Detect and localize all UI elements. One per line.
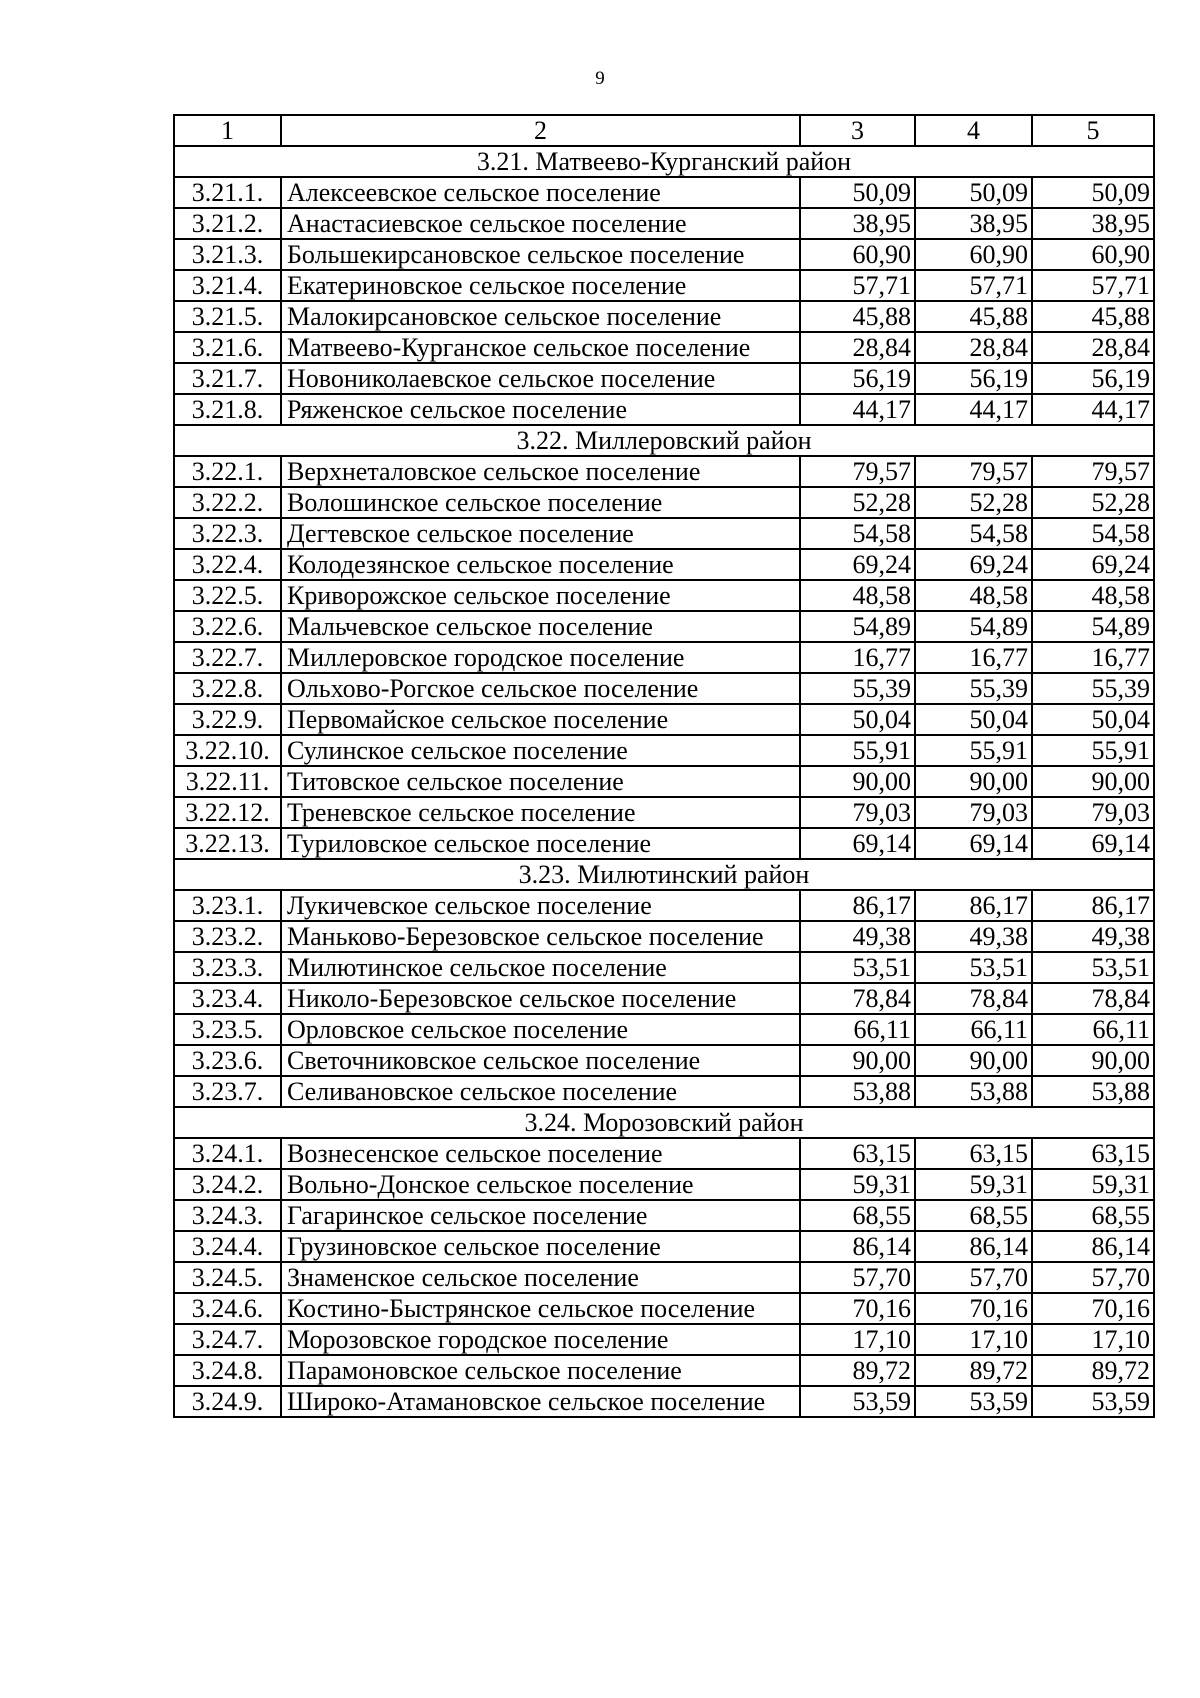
value-col5-cell: 63,15	[1032, 1138, 1154, 1169]
row-number-cell: 3.23.5.	[174, 1014, 281, 1045]
value-col5-cell: 86,17	[1032, 890, 1154, 921]
section-row	[174, 859, 1154, 890]
settlement-name-cell: Светочниковское сельское поселение	[281, 1045, 800, 1076]
value-col3-cell: 86,14	[800, 1231, 915, 1262]
value-col3-cell: 57,71	[800, 270, 915, 301]
row-number-cell: 3.22.10.	[174, 735, 281, 766]
table-row	[174, 1386, 1154, 1417]
value-col3-cell: 63,15	[800, 1138, 915, 1169]
value-col4-cell: 54,58	[915, 518, 1032, 549]
settlement-name-cell: Вольно-Донское сельское поселение	[281, 1169, 800, 1200]
table-row	[174, 1169, 1154, 1200]
row-number-cell: 3.21.2.	[174, 208, 281, 239]
row-number-cell: 3.22.7.	[174, 642, 281, 673]
value-col4-cell: 86,17	[915, 890, 1032, 921]
value-col4-cell: 44,17	[915, 394, 1032, 425]
row-number-cell: 3.24.1.	[174, 1138, 281, 1169]
page-number: 9	[595, 68, 605, 89]
settlement-name-cell: Большекирсановское сельское поселение	[281, 239, 800, 270]
settlement-name-cell: Морозовское городское поселение	[281, 1324, 800, 1355]
value-col5-cell: 38,95	[1032, 208, 1154, 239]
value-col3-cell: 45,88	[800, 301, 915, 332]
value-col4-cell: 79,03	[915, 797, 1032, 828]
section-title: 3.24. Морозовский район	[174, 1107, 1154, 1138]
settlement-name-cell: Матвеево-Курганское сельское поселение	[281, 332, 800, 363]
row-number-cell: 3.22.4.	[174, 549, 281, 580]
value-col4-cell: 60,90	[915, 239, 1032, 270]
value-col4-cell: 48,58	[915, 580, 1032, 611]
value-col4-cell: 55,91	[915, 735, 1032, 766]
value-col4-cell: 68,55	[915, 1200, 1032, 1231]
section-title: 3.21. Матвеево-Курганский район	[174, 146, 1154, 177]
table-row	[174, 1045, 1154, 1076]
table-row	[174, 1014, 1154, 1045]
value-col5-cell: 54,89	[1032, 611, 1154, 642]
settlement-name-cell: Знаменское сельское поселение	[281, 1262, 800, 1293]
value-col4-cell: 59,31	[915, 1169, 1032, 1200]
value-col3-cell: 53,59	[800, 1386, 915, 1417]
value-col5-cell: 69,14	[1032, 828, 1154, 859]
value-col3-cell: 16,77	[800, 642, 915, 673]
settlement-name-cell: Дегтевское сельское поселение	[281, 518, 800, 549]
value-col5-cell: 70,16	[1032, 1293, 1154, 1324]
value-col5-cell: 59,31	[1032, 1169, 1154, 1200]
table-row	[174, 580, 1154, 611]
row-number-cell: 3.22.11.	[174, 766, 281, 797]
settlement-name-cell: Ольхово-Рогское сельское поселение	[281, 673, 800, 704]
value-col3-cell: 48,58	[800, 580, 915, 611]
value-col3-cell: 38,95	[800, 208, 915, 239]
value-col5-cell: 50,09	[1032, 177, 1154, 208]
value-col5-cell: 56,19	[1032, 363, 1154, 394]
value-col5-cell: 55,39	[1032, 673, 1154, 704]
value-col5-cell: 86,14	[1032, 1231, 1154, 1262]
settlement-name-cell: Треневское сельское поселение	[281, 797, 800, 828]
value-col4-cell: 50,04	[915, 704, 1032, 735]
settlement-name-cell: Грузиновское сельское поселение	[281, 1231, 800, 1262]
value-col5-cell: 16,77	[1032, 642, 1154, 673]
value-col5-cell: 68,55	[1032, 1200, 1154, 1231]
header-cell-2: 2	[281, 115, 800, 146]
table-row	[174, 735, 1154, 766]
value-col4-cell: 70,16	[915, 1293, 1032, 1324]
value-col5-cell: 78,84	[1032, 983, 1154, 1014]
settlement-name-cell: Лукичевское сельское поселение	[281, 890, 800, 921]
section-title: 3.23. Милютинский район	[174, 859, 1154, 890]
value-col3-cell: 53,51	[800, 952, 915, 983]
row-number-cell: 3.21.7.	[174, 363, 281, 394]
table-row	[174, 611, 1154, 642]
settlement-name-cell: Анастасиевское сельское поселение	[281, 208, 800, 239]
value-col4-cell: 90,00	[915, 766, 1032, 797]
value-col5-cell: 53,51	[1032, 952, 1154, 983]
row-number-cell: 3.24.4.	[174, 1231, 281, 1262]
row-number-cell: 3.22.3.	[174, 518, 281, 549]
value-col3-cell: 70,16	[800, 1293, 915, 1324]
value-col4-cell: 53,88	[915, 1076, 1032, 1107]
value-col3-cell: 66,11	[800, 1014, 915, 1045]
table-row	[174, 642, 1154, 673]
row-number-cell: 3.21.6.	[174, 332, 281, 363]
value-col3-cell: 90,00	[800, 1045, 915, 1076]
row-number-cell: 3.23.1.	[174, 890, 281, 921]
settlement-name-cell: Костино-Быстрянское сельское поселение	[281, 1293, 800, 1324]
header-cell-3: 3	[800, 115, 915, 146]
value-col4-cell: 49,38	[915, 921, 1032, 952]
value-col5-cell: 66,11	[1032, 1014, 1154, 1045]
row-number-cell: 3.23.6.	[174, 1045, 281, 1076]
value-col3-cell: 54,58	[800, 518, 915, 549]
table-row	[174, 828, 1154, 859]
row-number-cell: 3.22.6.	[174, 611, 281, 642]
table-body	[174, 115, 1154, 1417]
value-col5-cell: 79,57	[1032, 456, 1154, 487]
table-row	[174, 456, 1154, 487]
row-number-cell: 3.21.4.	[174, 270, 281, 301]
header-cell-1: 1	[174, 115, 281, 146]
table-row	[174, 890, 1154, 921]
settlement-name-cell: Ряженское сельское поселение	[281, 394, 800, 425]
header-cell-5: 5	[1032, 115, 1154, 146]
value-col3-cell: 68,55	[800, 1200, 915, 1231]
value-col4-cell: 89,72	[915, 1355, 1032, 1386]
value-col5-cell: 55,91	[1032, 735, 1154, 766]
table-row	[174, 983, 1154, 1014]
value-col4-cell: 45,88	[915, 301, 1032, 332]
value-col3-cell: 53,88	[800, 1076, 915, 1107]
row-number-cell: 3.23.2.	[174, 921, 281, 952]
value-col4-cell: 16,77	[915, 642, 1032, 673]
settlement-name-cell: Селивановское сельское поселение	[281, 1076, 800, 1107]
value-col5-cell: 57,70	[1032, 1262, 1154, 1293]
table-row	[174, 518, 1154, 549]
table-row	[174, 1200, 1154, 1231]
value-col4-cell: 63,15	[915, 1138, 1032, 1169]
row-number-cell: 3.23.4.	[174, 983, 281, 1014]
row-number-cell: 3.23.3.	[174, 952, 281, 983]
row-number-cell: 3.23.7.	[174, 1076, 281, 1107]
table-row	[174, 921, 1154, 952]
settlement-name-cell: Алексеевское сельское поселение	[281, 177, 800, 208]
value-col3-cell: 57,70	[800, 1262, 915, 1293]
value-col3-cell: 55,91	[800, 735, 915, 766]
value-col4-cell: 50,09	[915, 177, 1032, 208]
value-col4-cell: 69,14	[915, 828, 1032, 859]
row-number-cell: 3.22.8.	[174, 673, 281, 704]
value-col4-cell: 78,84	[915, 983, 1032, 1014]
value-col3-cell: 69,24	[800, 549, 915, 580]
table-row	[174, 332, 1154, 363]
row-number-cell: 3.24.7.	[174, 1324, 281, 1355]
table-row	[174, 1355, 1154, 1386]
row-number-cell: 3.21.5.	[174, 301, 281, 332]
settlement-name-cell: Орловское сельское поселение	[281, 1014, 800, 1045]
settlement-name-cell: Колодезянское сельское поселение	[281, 549, 800, 580]
table-row	[174, 177, 1154, 208]
value-col4-cell: 66,11	[915, 1014, 1032, 1045]
settlement-name-cell: Волошинское сельское поселение	[281, 487, 800, 518]
value-col3-cell: 54,89	[800, 611, 915, 642]
value-col3-cell: 59,31	[800, 1169, 915, 1200]
value-col4-cell: 54,89	[915, 611, 1032, 642]
section-title: 3.22. Миллеровский район	[174, 425, 1154, 456]
table-row	[174, 301, 1154, 332]
row-number-cell: 3.22.5.	[174, 580, 281, 611]
value-col4-cell: 38,95	[915, 208, 1032, 239]
header-row	[174, 115, 1154, 146]
table-row	[174, 239, 1154, 270]
settlement-name-cell: Туриловское сельское поселение	[281, 828, 800, 859]
table-row	[174, 270, 1154, 301]
row-number-cell: 3.24.8.	[174, 1355, 281, 1386]
table-row	[174, 1262, 1154, 1293]
header-cell-4: 4	[915, 115, 1032, 146]
row-number-cell: 3.24.3.	[174, 1200, 281, 1231]
value-col5-cell: 48,58	[1032, 580, 1154, 611]
value-col4-cell: 79,57	[915, 456, 1032, 487]
settlement-name-cell: Малокирсановское сельское поселение	[281, 301, 800, 332]
value-col3-cell: 60,90	[800, 239, 915, 270]
value-col3-cell: 49,38	[800, 921, 915, 952]
value-col5-cell: 90,00	[1032, 1045, 1154, 1076]
value-col3-cell: 79,03	[800, 797, 915, 828]
table-row	[174, 1138, 1154, 1169]
settlement-name-cell: Николо-Березовское сельское поселение	[281, 983, 800, 1014]
table-row	[174, 363, 1154, 394]
value-col3-cell: 86,17	[800, 890, 915, 921]
value-col4-cell: 53,59	[915, 1386, 1032, 1417]
settlement-name-cell: Миллеровское городское поселение	[281, 642, 800, 673]
value-col4-cell: 57,71	[915, 270, 1032, 301]
settlement-table	[173, 114, 1155, 1418]
section-row	[174, 146, 1154, 177]
value-col3-cell: 50,04	[800, 704, 915, 735]
settlement-name-cell: Верхнеталовское сельское поселение	[281, 456, 800, 487]
row-number-cell: 3.24.5.	[174, 1262, 281, 1293]
value-col3-cell: 89,72	[800, 1355, 915, 1386]
settlement-name-cell: Первомайское сельское поселение	[281, 704, 800, 735]
row-number-cell: 3.22.9.	[174, 704, 281, 735]
table-row	[174, 1324, 1154, 1355]
value-col3-cell: 28,84	[800, 332, 915, 363]
settlement-name-cell: Екатериновское сельское поселение	[281, 270, 800, 301]
row-number-cell: 3.22.2.	[174, 487, 281, 518]
settlement-name-cell: Парамоновское сельское поселение	[281, 1355, 800, 1386]
table-row	[174, 797, 1154, 828]
row-number-cell: 3.21.1.	[174, 177, 281, 208]
value-col5-cell: 69,24	[1032, 549, 1154, 580]
value-col4-cell: 90,00	[915, 1045, 1032, 1076]
settlement-name-cell: Сулинское сельское поселение	[281, 735, 800, 766]
value-col4-cell: 52,28	[915, 487, 1032, 518]
row-number-cell: 3.24.2.	[174, 1169, 281, 1200]
value-col3-cell: 50,09	[800, 177, 915, 208]
value-col3-cell: 52,28	[800, 487, 915, 518]
row-number-cell: 3.22.1.	[174, 456, 281, 487]
value-col4-cell: 28,84	[915, 332, 1032, 363]
row-number-cell: 3.21.8.	[174, 394, 281, 425]
settlement-name-cell: Мальчевское сельское поселение	[281, 611, 800, 642]
table-row	[174, 1231, 1154, 1262]
value-col5-cell: 50,04	[1032, 704, 1154, 735]
row-number-cell: 3.21.3.	[174, 239, 281, 270]
value-col3-cell: 79,57	[800, 456, 915, 487]
value-col5-cell: 60,90	[1032, 239, 1154, 270]
table-row	[174, 766, 1154, 797]
row-number-cell: 3.24.6.	[174, 1293, 281, 1324]
row-number-cell: 3.22.13.	[174, 828, 281, 859]
value-col3-cell: 78,84	[800, 983, 915, 1014]
table-row	[174, 1293, 1154, 1324]
settlement-name-cell: Милютинское сельское поселение	[281, 952, 800, 983]
table-row	[174, 952, 1154, 983]
value-col5-cell: 28,84	[1032, 332, 1154, 363]
row-number-cell: 3.22.12.	[174, 797, 281, 828]
value-col5-cell: 54,58	[1032, 518, 1154, 549]
table-row	[174, 1076, 1154, 1107]
value-col3-cell: 44,17	[800, 394, 915, 425]
value-col4-cell: 69,24	[915, 549, 1032, 580]
value-col4-cell: 53,51	[915, 952, 1032, 983]
settlement-name-cell: Вознесенское сельское поселение	[281, 1138, 800, 1169]
table-row	[174, 487, 1154, 518]
value-col4-cell: 86,14	[915, 1231, 1032, 1262]
value-col5-cell: 44,17	[1032, 394, 1154, 425]
value-col3-cell: 69,14	[800, 828, 915, 859]
value-col5-cell: 17,10	[1032, 1324, 1154, 1355]
value-col5-cell: 52,28	[1032, 487, 1154, 518]
value-col3-cell: 55,39	[800, 673, 915, 704]
settlement-name-cell: Широко-Атамановское сельское поселение	[281, 1386, 800, 1417]
value-col5-cell: 45,88	[1032, 301, 1154, 332]
value-col5-cell: 57,71	[1032, 270, 1154, 301]
value-col5-cell: 49,38	[1032, 921, 1154, 952]
settlement-name-cell: Новониколаевское сельское поселение	[281, 363, 800, 394]
table-row	[174, 704, 1154, 735]
value-col3-cell: 90,00	[800, 766, 915, 797]
value-col3-cell: 17,10	[800, 1324, 915, 1355]
settlement-name-cell: Гагаринское сельское поселение	[281, 1200, 800, 1231]
value-col5-cell: 53,59	[1032, 1386, 1154, 1417]
table-row	[174, 394, 1154, 425]
settlement-name-cell: Титовское сельское поселение	[281, 766, 800, 797]
value-col5-cell: 90,00	[1032, 766, 1154, 797]
table-row	[174, 208, 1154, 239]
value-col4-cell: 55,39	[915, 673, 1032, 704]
value-col3-cell: 56,19	[800, 363, 915, 394]
value-col4-cell: 56,19	[915, 363, 1032, 394]
value-col5-cell: 53,88	[1032, 1076, 1154, 1107]
value-col5-cell: 89,72	[1032, 1355, 1154, 1386]
value-col5-cell: 79,03	[1032, 797, 1154, 828]
section-row	[174, 1107, 1154, 1138]
settlement-name-cell: Криворожское сельское поселение	[281, 580, 800, 611]
value-col4-cell: 57,70	[915, 1262, 1032, 1293]
settlement-name-cell: Маньково-Березовское сельское поселение	[281, 921, 800, 952]
value-col4-cell: 17,10	[915, 1324, 1032, 1355]
table-row	[174, 673, 1154, 704]
table-row	[174, 549, 1154, 580]
row-number-cell: 3.24.9.	[174, 1386, 281, 1417]
section-row	[174, 425, 1154, 456]
